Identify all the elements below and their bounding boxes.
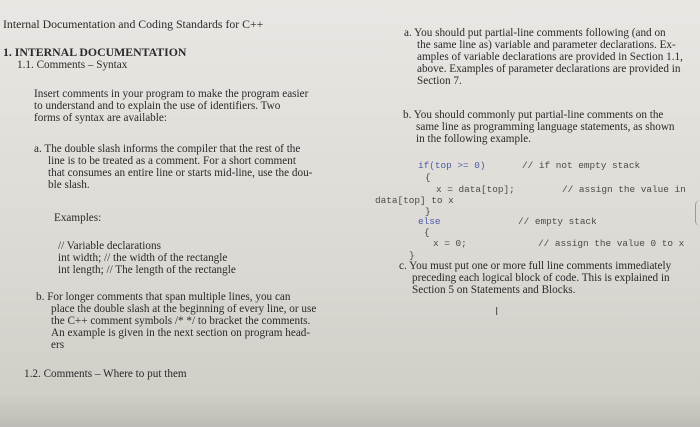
code-line: } (409, 250, 415, 261)
intro-line: to understand and to explain the use of identifiers. Two (34, 100, 281, 112)
item-a-line: line is to be treated as a comment. For a short comment (48, 155, 296, 167)
right-item-a-line: the same line as) variable and parameter declarations. Ex- (417, 39, 676, 51)
subsection-heading: 1.2. Comments – Where to put them (24, 368, 187, 380)
example-line: int width; // the width of the rectangle (58, 252, 228, 264)
code-line: else (418, 216, 441, 227)
right-item-a-line: amples of variable declarations are provided in Section 1.1, (417, 51, 683, 63)
example-line: // Variable declarations (58, 240, 161, 252)
text-cursor-icon: I (495, 305, 499, 318)
item-b-line: An example is given in the next section on program head- (51, 327, 311, 339)
page-edge (695, 200, 700, 226)
item-b-line: place the double slash at the beginning of every line, or use (51, 303, 317, 315)
code-line: { (425, 172, 431, 183)
code-comment: // empty stack (518, 216, 597, 227)
code-line: x = 0; (433, 238, 467, 249)
item-a-line: that consumes an entire line or starts mid-line, use the dou- (48, 167, 313, 179)
code-line: { (424, 227, 430, 238)
section-heading: 1. INTERNAL DOCUMENTATION (3, 45, 187, 59)
document-title: Internal Documentation and Coding Standards for C++ (3, 17, 264, 31)
right-item-c-line: preceding each logical block of code. This is explained in (412, 272, 670, 284)
item-b-line: b. For longer comments that span multiple lines, you can (36, 291, 291, 303)
right-item-b-line: same line as programming language statements, as shown (416, 121, 675, 133)
code-comment: // assign the value in (562, 184, 686, 195)
code-line: x = data[top]; (436, 184, 515, 195)
right-item-b-line: in the following example. (416, 133, 531, 145)
right-item-a-line: Section 7. (417, 75, 462, 87)
item-b-line: ers (51, 339, 65, 351)
right-item-b-line: b. You should commonly put partial-line comments on the (403, 109, 664, 121)
intro-line: Insert comments in your program to make the program easier (34, 88, 309, 100)
code-line (418, 160, 486, 172)
item-b-line: the C++ comment symbols /* */ to bracket the comments. (51, 315, 311, 327)
examples-label: Examples: (54, 212, 102, 224)
code-text: if(top >= 0) (418, 160, 486, 171)
code-comment: // if not empty stack (522, 160, 641, 171)
item-a-line: a. The double slash informs the compiler that the rest of the (34, 143, 301, 155)
intro-line: forms of syntax are available: (34, 112, 167, 124)
item-a-line: ble slash. (48, 179, 90, 191)
code-line: } (425, 206, 431, 217)
right-item-a-line: a. You should put partial-line comments following (and on (404, 27, 666, 39)
right-item-a-line: above. Examples of parameter declarations are provided in (417, 63, 681, 75)
example-line: int length; // The length of the rectangle (58, 264, 236, 276)
bottom-shadow (0, 393, 700, 427)
code-line: data[top] to x (375, 195, 454, 206)
subsection-heading: 1.1. Comments – Syntax (17, 59, 128, 71)
code-comment: // assign the value 0 to x (538, 238, 685, 249)
right-item-c-line: c. You must put one or more full line comments immediately (399, 260, 672, 272)
right-item-c-line: Section 5 on Statements and Blocks. (412, 284, 576, 296)
